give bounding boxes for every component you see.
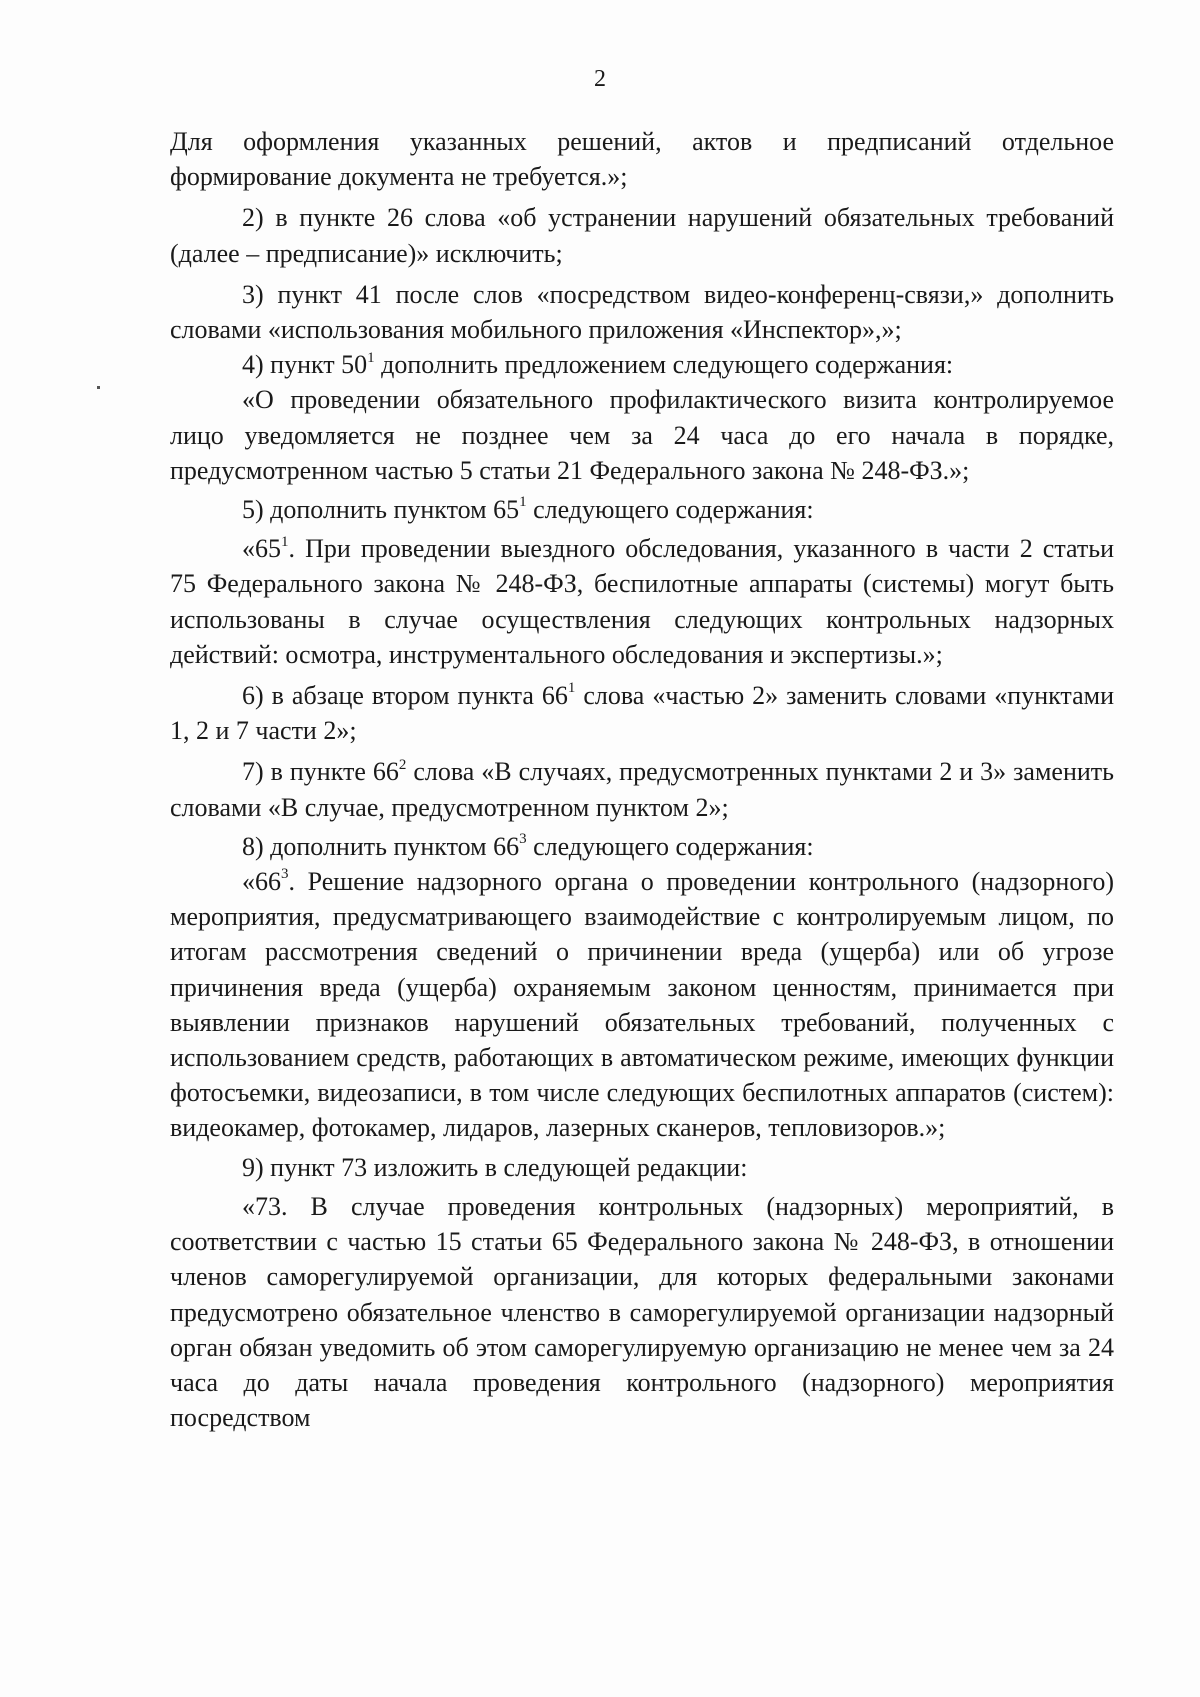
superscript: 3 [519,831,527,848]
paragraph-text: 6) в абзаце втором пункта 66 [242,681,568,711]
paragraph-quote-73: «73. В случае проведения контрольных (надзорных) мероприятий, в соответствии с частью 15 статьи 65 Федерального закона № 248-ФЗ, в отношении членов саморегулируемой организации, для которых федеральными законами предусмотрено обязательное членство в саморегулируемой организации надзорный орган обязан уведомить об этом саморегулируемую организацию не менее чем за 24 часа до даты начала проведения контрольного (надзорного) мероприятия посредством [170,1191,1114,1433]
superscript: 2 [398,756,407,773]
paragraph-text: «65 [242,534,281,564]
paragraph-item-6 [170,678,1114,748]
superscript: 1 [281,533,289,550]
paragraph-item-8 [170,829,1114,864]
paragraph-text: следующего содержания: [526,495,814,525]
paragraph-continuation: Для оформления указанных решений, актов и предписаний отдельное формирование документа не требуется.»; [170,127,1114,192]
paragraph-text: 5) дополнить пунктом 65 [242,495,520,525]
paragraph-text: «66 [242,867,281,897]
paragraph-text: слова «В случаях, предусмотренных пунктами 2 и 3» заменить словами «В случае, предусмотренном пунктом 2»; [170,757,1114,822]
superscript: 1 [567,680,576,697]
paragraph-quote-visit: «О проведении обязательного профилактического визита контролируемое лицо уведомляется не позднее чем за 24 часа до его начала в порядке, предусмотренном частью 5 статьи 21 Федерального закона № 248-ФЗ.»; [170,385,1114,485]
paragraph-text: 7) в пункте 66 [242,757,399,787]
paragraph-item-5 [170,492,1114,527]
paragraph-text: . Решение надзорного органа о проведении контрольного (надзорного) мероприятия, предусматривающего взаимодействие с контролируемым лицом, по итогам рассмотрения сведений о причинении вреда (ущерба) или об угрозе причинения вреда (ущерба) охраняемым законом ценностям, принимается при выявлении признаков нарушений обязательных требований, полученных с использованием средств, работающих в автоматическом режиме, имеющих функции фотосъемки, видеозаписи, в том числе следующих беспилотных аппаратов (систем): видеокамер, фотокамер, лидаров, лазерных сканеров, тепловизоров.»; [170,867,1114,1143]
paragraph-quote-65-1 [170,531,1114,672]
paragraph-text: 8) дополнить пунктом 66 [242,831,520,861]
superscript: 1 [519,494,527,511]
paragraph-item-3: 3) пункт 41 после слов «посредством видео-конференц-связи,» дополнить словами «использования мобильного приложения «Инспектор»,»; [170,279,1114,345]
paragraph-item-9: 9) пункт 73 изложить в следующей редакции: [242,1152,748,1182]
superscript: 1 [367,349,375,366]
document-body [170,124,1114,1435]
paragraph-text: 4) пункт 50 [242,350,368,380]
superscript: 3 [281,866,289,883]
paragraph-item-7 [170,754,1114,824]
paragraph-text: следующего содержания: [526,831,814,861]
margin-mark [97,386,100,389]
paragraph-text: . При проведении выездного обследования, указанного в части 2 статьи 75 Федерального закона № 248-ФЗ, беспилотные аппараты (системы) могут быть использованы в случае осуществления следующих контрольных надзорных действий: осмотра, инструментального обследования и экспертизы.»; [170,534,1114,669]
paragraph-text: дополнить предложением следующего содержания: [374,350,954,380]
paragraph-quote-66-3 [170,864,1114,1146]
page-number: 2 [594,66,606,92]
paragraph-item-4 [170,347,1114,382]
paragraph-text: слова «частью 2» заменить словами «пунктами 1, 2 и 7 части 2»; [170,681,1114,746]
paragraph-item-2: 2) в пункте 26 слова «об устранении нарушений обязательных требований (далее – предписание)» исключить; [170,203,1114,268]
